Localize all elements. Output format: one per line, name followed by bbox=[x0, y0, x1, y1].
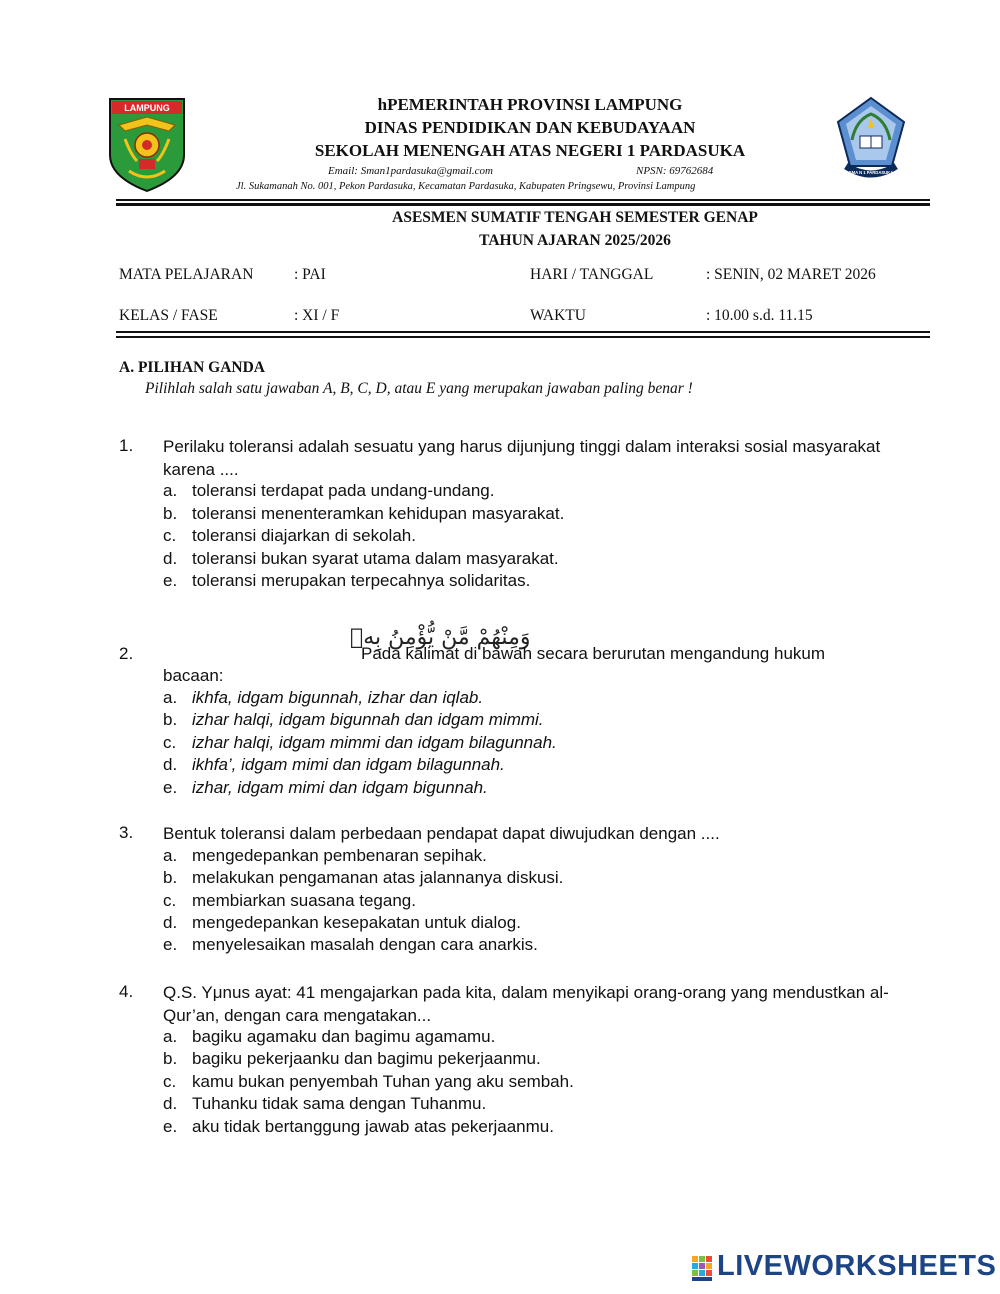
option-item[interactable] bbox=[163, 935, 538, 955]
option-text: izhar halqi, idgam mimmi dan idgam bilagunnah. bbox=[192, 733, 557, 752]
option-letter: c. bbox=[163, 1072, 177, 1091]
exam-year: TAHUN AJARAN 2025/2026 bbox=[479, 232, 671, 249]
time-value: : 10.00 s.d. 11.15 bbox=[706, 307, 813, 324]
option-item[interactable] bbox=[163, 891, 416, 911]
class-value: : XI / F bbox=[294, 307, 340, 324]
section-title: A. PILIHAN GANDA bbox=[119, 359, 265, 376]
section-instruction: Pilihlah salah satu jawaban A, B, C, D, atau E yang merupakan jawaban paling benar ! bbox=[145, 380, 693, 397]
option-text: toleransi bukan syarat utama dalam masyarakat. bbox=[192, 549, 559, 568]
option-text: ikhfa’, idgam mimi dan idgam bilagunnah. bbox=[192, 755, 505, 774]
option-text: mengedepankan kesepakatan untuk dialog. bbox=[192, 913, 521, 932]
option-letter: d. bbox=[163, 913, 178, 932]
option-letter: e. bbox=[163, 571, 178, 590]
liveworksheets-watermark[interactable]: LIVEWORKSHEETS bbox=[717, 1250, 997, 1282]
liveworksheets-badge-icon bbox=[692, 1256, 714, 1282]
question-number: 2. bbox=[119, 644, 134, 663]
option-letter: b. bbox=[163, 1049, 178, 1068]
time-label: WAKTU bbox=[530, 307, 586, 324]
option-letter: d. bbox=[163, 549, 178, 568]
lampung-province-logo bbox=[107, 97, 187, 193]
option-text: bagiku pekerjaanku dan bagimu pekerjaanmu. bbox=[192, 1049, 541, 1068]
school-npsn: NPSN: 69762684 bbox=[636, 165, 714, 177]
option-text: toleransi merupakan terpecahnya solidaritas. bbox=[192, 571, 531, 590]
option-text: menyelesaikan masalah dengan cara anarkis. bbox=[192, 935, 538, 954]
option-letter: d. bbox=[163, 1094, 178, 1113]
kop-divider-thick bbox=[116, 203, 930, 206]
option-item[interactable] bbox=[163, 526, 416, 546]
info-divider-thin bbox=[116, 336, 930, 338]
question-text: Pada kalimat di bawah secara berurutan mengandung hukum bbox=[361, 644, 826, 663]
option-text: ikhfa, idgam bigunnah, izhar dan iqlab. bbox=[192, 688, 484, 707]
option-text: izhar halqi, idgam bigunnah dan idgam mimmi. bbox=[192, 710, 544, 729]
class-label: KELAS / FASE bbox=[119, 307, 218, 324]
option-letter: c. bbox=[163, 891, 177, 910]
question-text-continued: bacaan: bbox=[163, 666, 224, 685]
subject-label: MATA PELAJARAN bbox=[119, 266, 254, 283]
option-item[interactable] bbox=[163, 571, 530, 591]
option-letter: a. bbox=[163, 846, 178, 865]
question-number: 1. bbox=[119, 436, 134, 455]
arabic-verse bbox=[160, 612, 531, 656]
school-logo bbox=[836, 96, 906, 188]
option-letter: b. bbox=[163, 710, 178, 729]
option-letter: e. bbox=[163, 778, 178, 797]
option-letter: c. bbox=[163, 526, 177, 545]
option-item[interactable] bbox=[163, 549, 559, 569]
option-item[interactable] bbox=[163, 755, 505, 775]
option-item[interactable] bbox=[163, 1049, 541, 1069]
option-item[interactable] bbox=[163, 1027, 495, 1047]
option-letter: d. bbox=[163, 755, 178, 774]
option-text: Tuhanku tidak sama dengan Tuhanmu. bbox=[192, 1094, 487, 1113]
option-item[interactable] bbox=[163, 733, 557, 753]
option-item[interactable] bbox=[163, 710, 544, 730]
option-letter: b. bbox=[163, 868, 178, 887]
option-item[interactable] bbox=[163, 913, 521, 933]
option-item[interactable] bbox=[163, 1072, 574, 1092]
option-letter: b. bbox=[163, 504, 178, 523]
lampung-logo-label: LAMPUNG bbox=[124, 103, 170, 113]
option-text: bagiku agamaku dan bagimu agamamu. bbox=[192, 1027, 496, 1046]
option-letter: a. bbox=[163, 688, 178, 707]
school-logo-label: SMA N 1 PARDASUKA bbox=[848, 170, 894, 175]
option-text: izhar, idgam mimi dan idgam bigunnah. bbox=[192, 778, 488, 797]
subject-value: : PAI bbox=[294, 266, 326, 283]
option-text: membiarkan suasana tegang. bbox=[192, 891, 416, 910]
day-label: HARI / TANGGAL bbox=[530, 266, 654, 283]
question-number: 4. bbox=[119, 982, 134, 1001]
question-text: Bentuk toleransi dalam perbedaan pendapat dapat diwujudkan dengan .... bbox=[163, 824, 720, 843]
option-text: toleransi terdapat pada undang-undang. bbox=[192, 481, 495, 500]
day-value: : SENIN, 02 MARET 2026 bbox=[706, 266, 876, 283]
option-item[interactable] bbox=[163, 504, 564, 524]
option-item[interactable] bbox=[163, 481, 494, 501]
arabic-verse-text: وَمِنْهُمْ مَّنْ يُّؤْمِنُ بِهٖ bbox=[350, 625, 531, 650]
option-item[interactable] bbox=[163, 846, 487, 866]
option-text: mengedepankan pembenaran sepihak. bbox=[192, 846, 487, 865]
option-text: aku tidak bertanggung jawab atas pekerjaanmu. bbox=[192, 1117, 554, 1136]
info-divider-thick bbox=[116, 331, 930, 333]
option-letter: e. bbox=[163, 935, 178, 954]
option-item[interactable] bbox=[163, 1094, 486, 1114]
option-item[interactable] bbox=[163, 868, 563, 888]
exam-title: ASESMEN SUMATIF TENGAH SEMESTER GENAP bbox=[392, 209, 758, 226]
question-text: Q.S. Yμnus ayat: 41 mengajarkan pada kita, dalam menyikapi orang-orang yang mendustkan al-Qur’an, dengan cara mengatakan... bbox=[163, 983, 889, 1025]
option-text: toleransi menenteramkan kehidupan masyarakat. bbox=[192, 504, 565, 523]
option-text: kamu bukan penyembah Tuhan yang aku sembah. bbox=[192, 1072, 574, 1091]
kop-government: hPEMERINTAH PROVINSI LAMPUNG bbox=[377, 95, 683, 114]
option-text: melakukan pengamanan atas jalannanya diskusi. bbox=[192, 868, 564, 887]
school-address: Jl. Sukamanah No. 001, Pekon Pardasuka, Kecamatan Pardasuka, Kabupaten Pringsewu, Provinsi Lampung bbox=[236, 181, 696, 192]
kop-school-name: SEKOLAH MENENGAH ATAS NEGERI 1 PARDASUKA bbox=[314, 141, 746, 160]
question-number: 3. bbox=[119, 823, 134, 842]
kop-department: DINAS PENDIDIKAN DAN KEBUDAYAAN bbox=[364, 118, 696, 137]
option-letter: a. bbox=[163, 481, 178, 500]
school-email: Email: Sman1pardasuka@gmail.com bbox=[328, 165, 493, 177]
option-letter: e. bbox=[163, 1117, 178, 1136]
option-item[interactable] bbox=[163, 1117, 554, 1137]
option-letter: c. bbox=[163, 733, 177, 752]
question-text: Perilaku toleransi adalah sesuatu yang harus dijunjung tinggi dalam interaksi sosial masyarakat karena .... bbox=[163, 437, 881, 479]
kop-divider-thin bbox=[116, 199, 930, 201]
option-text: toleransi diajarkan di sekolah. bbox=[192, 526, 416, 545]
option-letter: a. bbox=[163, 1027, 178, 1046]
option-item[interactable] bbox=[163, 688, 483, 708]
option-item[interactable] bbox=[163, 778, 488, 798]
